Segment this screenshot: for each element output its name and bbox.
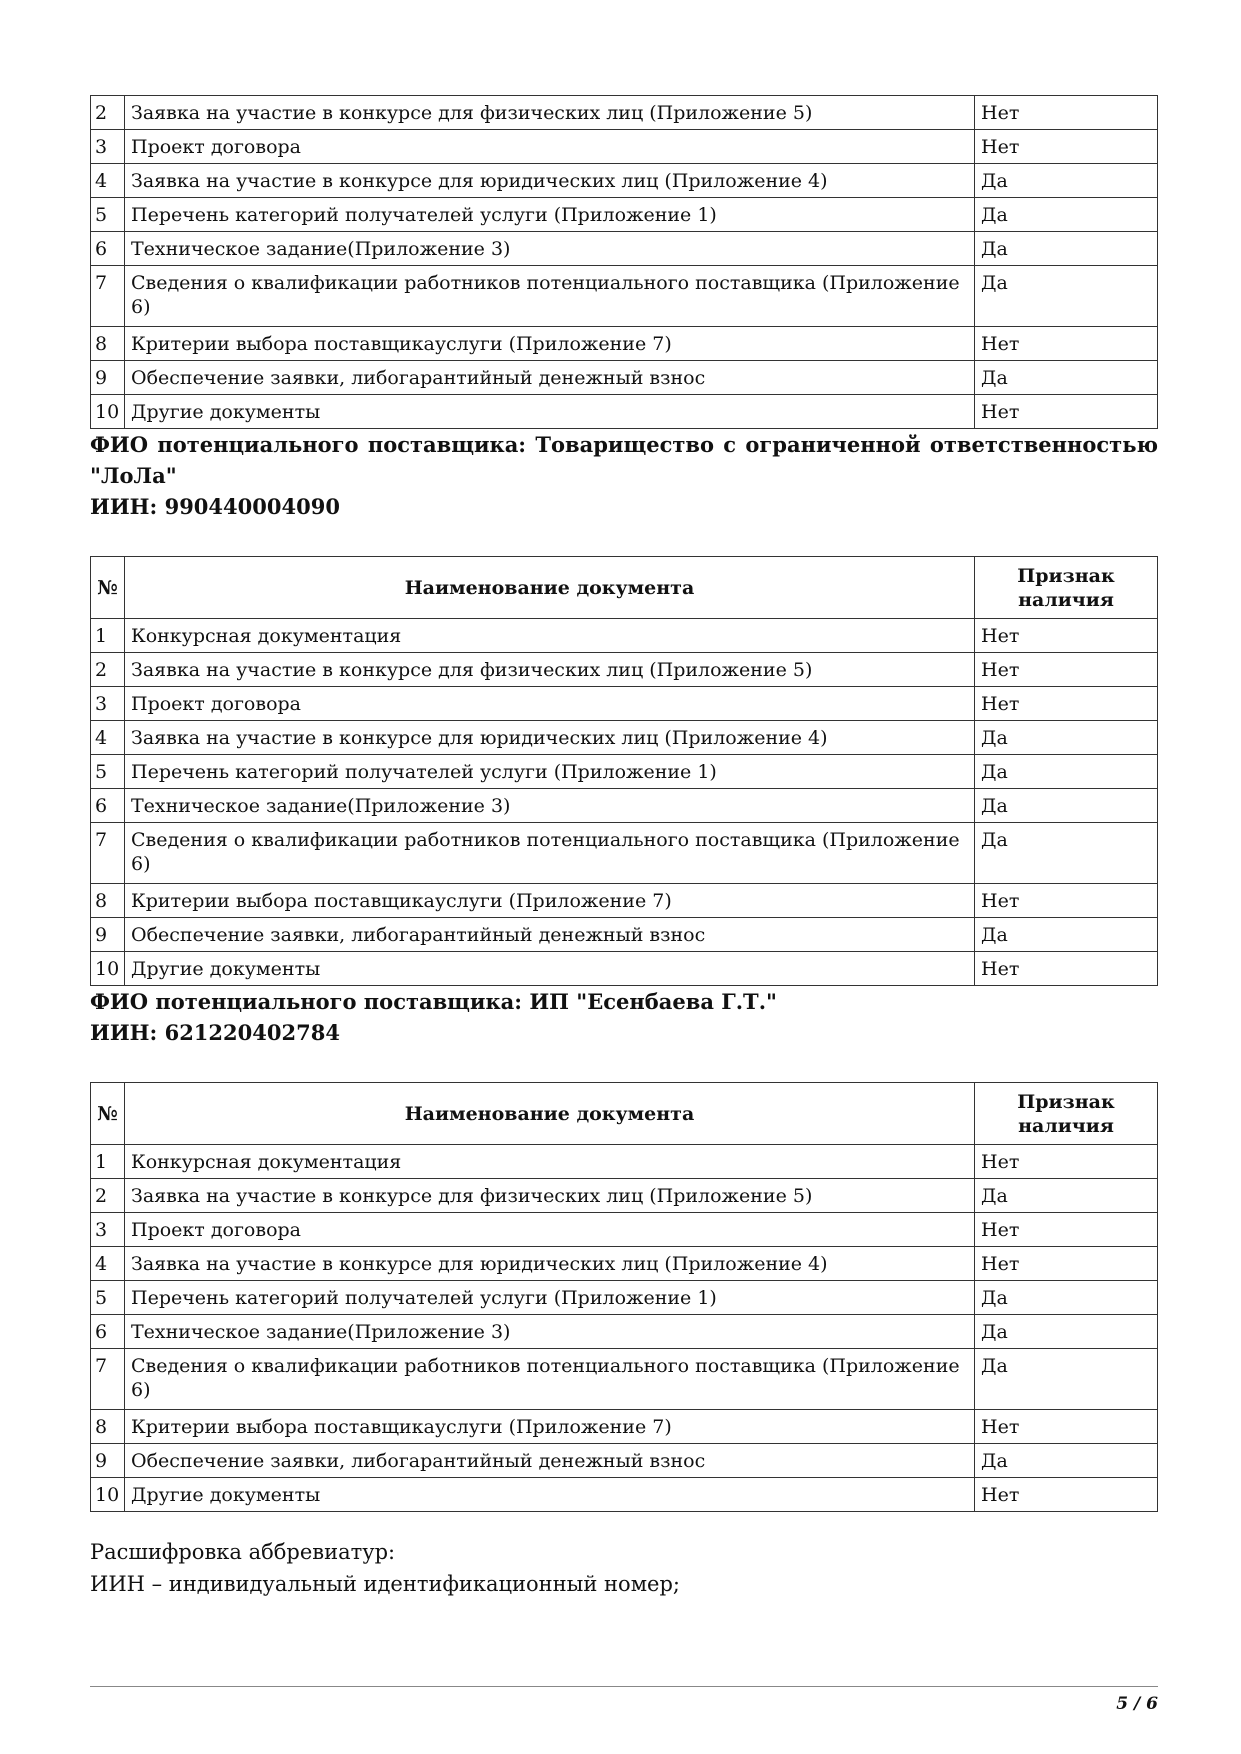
presence-flag: Нет <box>975 653 1158 687</box>
document-name: Сведения о квалификации работников потенциального поставщика (Приложение 6) <box>125 266 975 327</box>
document-name: Заявка на участие в конкурсе для юридических лиц (Приложение 4) <box>125 721 975 755</box>
document-name: Обеспечение заявки, либогарантийный денежный взнос <box>125 1444 975 1478</box>
presence-flag: Да <box>975 1444 1158 1478</box>
row-number: 6 <box>91 1315 125 1349</box>
table-row <box>91 1349 1158 1410</box>
supplier-block <box>90 429 1158 522</box>
row-number: 7 <box>91 266 125 327</box>
document-name: Критерии выбора поставщикауслуги (Приложение 7) <box>125 327 975 361</box>
table-row <box>91 130 1158 164</box>
presence-flag: Да <box>975 266 1158 327</box>
header-name: Наименование документа <box>125 557 975 619</box>
documents-table <box>90 556 1158 986</box>
table-header-row <box>91 557 1158 619</box>
table-row <box>91 1281 1158 1315</box>
document-name: Другие документы <box>125 395 975 429</box>
table-row <box>91 1410 1158 1444</box>
presence-flag: Нет <box>975 1247 1158 1281</box>
row-number: 5 <box>91 1281 125 1315</box>
row-number: 1 <box>91 1145 125 1179</box>
table-row <box>91 395 1158 429</box>
header-name: Наименование документа <box>125 1083 975 1145</box>
presence-flag: Нет <box>975 130 1158 164</box>
document-name: Проект договора <box>125 130 975 164</box>
document-name: Заявка на участие в конкурсе для физических лиц (Приложение 5) <box>125 653 975 687</box>
document-name: Другие документы <box>125 952 975 986</box>
document-name: Перечень категорий получателей услуги (Приложение 1) <box>125 1281 975 1315</box>
presence-flag: Да <box>975 755 1158 789</box>
document-name: Заявка на участие в конкурсе для юридических лиц (Приложение 4) <box>125 164 975 198</box>
supplier-iin: ИИН: 621220402784 <box>90 1020 340 1045</box>
legend-title: Расшифровка аббревиатур: <box>90 1540 396 1564</box>
table-row <box>91 755 1158 789</box>
table-header-row <box>91 1083 1158 1145</box>
abbreviations-legend <box>90 1536 1158 1600</box>
table-row <box>91 327 1158 361</box>
document-name: Сведения о квалификации работников потенциального поставщика (Приложение 6) <box>125 823 975 884</box>
row-number: 5 <box>91 198 125 232</box>
page-number: 5 / 6 <box>1116 1694 1158 1714</box>
presence-flag: Нет <box>975 1478 1158 1512</box>
presence-flag: Нет <box>975 1145 1158 1179</box>
presence-flag: Нет <box>975 327 1158 361</box>
presence-flag: Да <box>975 232 1158 266</box>
row-number: 6 <box>91 789 125 823</box>
document-name: Заявка на участие в конкурсе для физических лиц (Приложение 5) <box>125 96 975 130</box>
presence-flag: Нет <box>975 952 1158 986</box>
row-number: 10 <box>91 395 125 429</box>
table-row <box>91 918 1158 952</box>
row-number: 10 <box>91 952 125 986</box>
presence-flag: Нет <box>975 687 1158 721</box>
table-row <box>91 1478 1158 1512</box>
table-row <box>91 789 1158 823</box>
row-number: 3 <box>91 687 125 721</box>
row-number: 4 <box>91 164 125 198</box>
presence-flag: Нет <box>975 96 1158 130</box>
document-page <box>90 95 1158 1600</box>
table-row <box>91 1247 1158 1281</box>
table-row <box>91 232 1158 266</box>
table-row <box>91 884 1158 918</box>
presence-flag: Да <box>975 1315 1158 1349</box>
document-name: Конкурсная документация <box>125 619 975 653</box>
table-row <box>91 1213 1158 1247</box>
presence-flag: Да <box>975 1281 1158 1315</box>
header-num: № <box>91 557 125 619</box>
document-name: Критерии выбора поставщикауслуги (Приложение 7) <box>125 884 975 918</box>
row-number: 2 <box>91 653 125 687</box>
document-name: Техническое задание(Приложение 3) <box>125 1315 975 1349</box>
row-number: 2 <box>91 96 125 130</box>
table-row <box>91 952 1158 986</box>
table-row <box>91 619 1158 653</box>
table-row <box>91 721 1158 755</box>
row-number: 4 <box>91 721 125 755</box>
table-row <box>91 164 1158 198</box>
presence-flag: Нет <box>975 884 1158 918</box>
row-number: 2 <box>91 1179 125 1213</box>
presence-flag: Да <box>975 1349 1158 1410</box>
document-name: Перечень категорий получателей услуги (Приложение 1) <box>125 755 975 789</box>
table-row <box>91 687 1158 721</box>
table-row <box>91 96 1158 130</box>
row-number: 3 <box>91 1213 125 1247</box>
row-number: 3 <box>91 130 125 164</box>
supplier-fio: ФИО потенциального поставщика: Товарищество с ограниченной ответственностью "ЛоЛа" <box>90 432 1158 488</box>
row-number: 10 <box>91 1478 125 1512</box>
document-name: Сведения о квалификации работников потенциального поставщика (Приложение 6) <box>125 1349 975 1410</box>
row-number: 4 <box>91 1247 125 1281</box>
row-number: 9 <box>91 361 125 395</box>
row-number: 8 <box>91 1410 125 1444</box>
document-name: Проект договора <box>125 687 975 721</box>
header-presence: Признак наличия <box>975 557 1158 619</box>
document-name: Заявка на участие в конкурсе для физических лиц (Приложение 5) <box>125 1179 975 1213</box>
presence-flag: Нет <box>975 395 1158 429</box>
table-row <box>91 198 1158 232</box>
row-number: 9 <box>91 918 125 952</box>
table-row <box>91 1315 1158 1349</box>
table-row <box>91 361 1158 395</box>
presence-flag: Да <box>975 164 1158 198</box>
presence-flag: Да <box>975 823 1158 884</box>
presence-flag: Да <box>975 198 1158 232</box>
row-number: 7 <box>91 1349 125 1410</box>
row-number: 8 <box>91 884 125 918</box>
presence-flag: Нет <box>975 1213 1158 1247</box>
legend-item: ИИН – индивидуальный идентификационный номер; <box>90 1572 680 1596</box>
row-number: 7 <box>91 823 125 884</box>
document-name: Техническое задание(Приложение 3) <box>125 232 975 266</box>
table-row <box>91 266 1158 327</box>
document-name: Конкурсная документация <box>125 1145 975 1179</box>
presence-flag: Да <box>975 721 1158 755</box>
supplier-fio: ФИО потенциального поставщика: ИП "Есенбаева Г.Т." <box>90 989 777 1014</box>
table-row <box>91 1179 1158 1213</box>
document-name: Проект договора <box>125 1213 975 1247</box>
header-num: № <box>91 1083 125 1145</box>
table-row <box>91 1145 1158 1179</box>
supplier-block <box>90 986 1158 1048</box>
document-name: Перечень категорий получателей услуги (Приложение 1) <box>125 198 975 232</box>
supplier-iin: ИИН: 990440004090 <box>90 494 340 519</box>
presence-flag: Да <box>975 361 1158 395</box>
table-row <box>91 823 1158 884</box>
presence-flag: Нет <box>975 619 1158 653</box>
row-number: 8 <box>91 327 125 361</box>
document-name: Заявка на участие в конкурсе для юридических лиц (Приложение 4) <box>125 1247 975 1281</box>
documents-table-continued <box>90 95 1158 429</box>
document-name: Другие документы <box>125 1478 975 1512</box>
presence-flag: Да <box>975 789 1158 823</box>
footer-divider <box>90 1686 1158 1687</box>
documents-table <box>90 1082 1158 1512</box>
table-row <box>91 653 1158 687</box>
header-presence: Признак наличия <box>975 1083 1158 1145</box>
presence-flag: Нет <box>975 1410 1158 1444</box>
row-number: 9 <box>91 1444 125 1478</box>
table-row <box>91 1444 1158 1478</box>
row-number: 5 <box>91 755 125 789</box>
row-number: 1 <box>91 619 125 653</box>
document-name: Критерии выбора поставщикауслуги (Приложение 7) <box>125 1410 975 1444</box>
presence-flag: Да <box>975 1179 1158 1213</box>
document-name: Техническое задание(Приложение 3) <box>125 789 975 823</box>
document-name: Обеспечение заявки, либогарантийный денежный взнос <box>125 918 975 952</box>
presence-flag: Да <box>975 918 1158 952</box>
row-number: 6 <box>91 232 125 266</box>
document-name: Обеспечение заявки, либогарантийный денежный взнос <box>125 361 975 395</box>
